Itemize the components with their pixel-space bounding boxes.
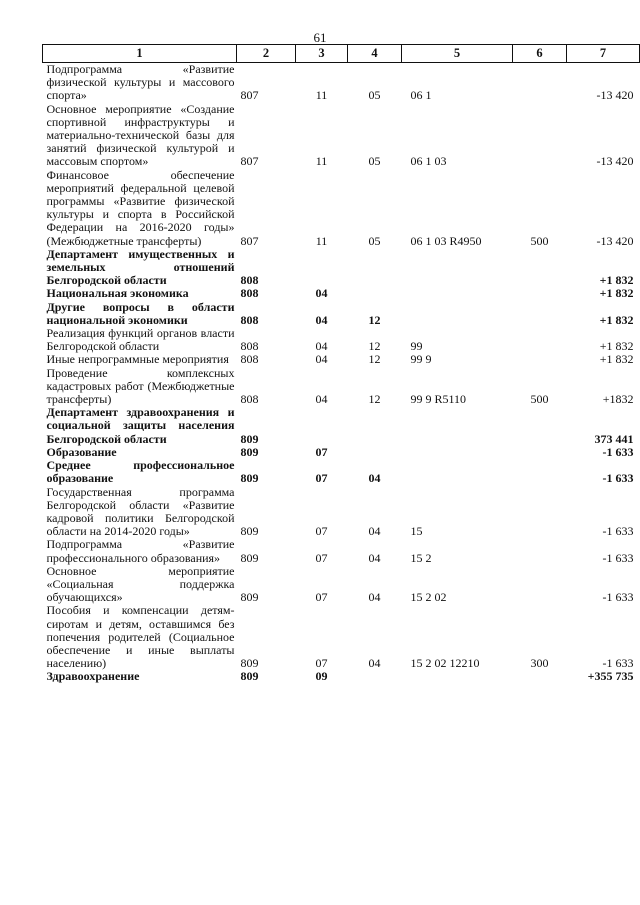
cell-subsection: 12 [368,312,381,327]
cell-sum: -1 633 [602,524,634,539]
cell-code: 808 [240,286,259,301]
cell-expense-type [513,538,567,564]
cell-subsection [348,287,402,300]
cell-name: Проведение комплексных кадастровых работ (Межбюджетные трансферты) [46,365,235,407]
cell-sum: +1 832 [599,352,634,367]
cell-target-article: 99 9 R5110 [410,392,467,407]
table-row [43,248,640,288]
cell-section: 07 [315,471,328,486]
cell-expense-type [513,446,567,459]
cell-sum: -1 633 [602,590,634,605]
cell-target-article: 15 2 02 [410,590,447,605]
cell-sum: +1 832 [599,339,634,354]
cell-sum: -1 633 [602,656,634,671]
cell-expense-type: 500 [530,392,549,407]
cell-code: 807 [240,233,259,248]
cell-name: Среднее профессиональное образование [46,458,235,486]
cell-expense-type: 300 [530,656,549,671]
cell-section: 11 [315,233,328,248]
cell-expense-type [513,287,567,300]
cell-expense-type [513,353,567,366]
cell-expense-type [513,565,567,605]
cell-expense-type [513,301,567,327]
page-number: 61 [313,30,327,45]
table-row [43,103,640,169]
cell-section: 04 [315,286,328,301]
cell-expense-type [513,63,567,103]
cell-subsection: 04 [368,471,381,486]
table-row [43,353,640,366]
cell-target-article [402,287,513,300]
cell-sum: +1 832 [599,273,634,288]
table-row [43,459,640,485]
budget-table [42,44,640,684]
cell-sum: -13 420 [596,233,634,248]
cell-expense-type [513,103,567,169]
table-row [43,565,640,605]
cell-subsection [348,446,402,459]
cell-subsection: 12 [368,392,381,407]
cell-expense-type [513,406,567,446]
cell-name: Государственная программа Белгородской области «Развитие кадровой политики Белгородской области на 2014-2020 годы» [46,484,235,539]
cell-sum: -1 633 [602,471,634,486]
table-row [43,486,640,539]
header-col-1: 1 [43,45,237,63]
cell-target-article [402,301,513,327]
header-col-2: 2 [237,45,296,63]
cell-subsection: 05 [368,88,381,103]
table-row [43,169,640,248]
cell-sum: +1 832 [599,286,634,301]
cell-target-article: 06 1 03 R4950 [410,233,482,248]
cell-target-article: 99 [410,339,423,354]
cell-section: 09 [315,669,328,684]
table-row [43,604,640,670]
cell-expense-type [513,327,567,353]
cell-expense-type [513,670,567,683]
cell-section: 07 [315,444,328,459]
cell-subsection: 05 [368,154,381,169]
cell-section: 07 [315,656,328,671]
cell-expense-type: 500 [530,233,549,248]
cell-section: 04 [315,312,328,327]
table-row [43,63,640,103]
cell-name: Иные непрограммные мероприятия [46,352,229,367]
cell-expense-type [513,248,567,288]
cell-target-article: 06 1 03 [410,154,447,169]
cell-name: Финансовое обеспечение мероприятий федеральной целевой программы «Развитие физической культуры и спорта в Российской Федерации на 2016-2020 годы» (Межбюджетные трансферты) [46,167,235,248]
cell-code: 809 [240,590,259,605]
cell-name: Национальная экономика [46,286,189,301]
table-row [43,406,640,446]
cell-target-article [402,406,513,446]
cell-name: Подпрограмма «Развитие физической культуры и массового спорта» [46,62,235,103]
cell-sum: +1832 [602,392,634,407]
cell-target-article [402,459,513,485]
table-row [43,327,640,353]
header-col-5: 5 [402,45,513,63]
cell-target-article: 99 9 [410,352,432,367]
cell-code: 808 [240,312,259,327]
cell-sum: -1 633 [602,444,634,459]
table-body [43,63,640,684]
cell-sum: -1 633 [602,550,634,565]
cell-subsection: 04 [368,656,381,671]
table-row [43,287,640,300]
cell-section [296,248,348,288]
header-col-4: 4 [348,45,402,63]
cell-target-article: 15 [410,524,423,539]
cell-code: 809 [240,656,259,671]
cell-code: 809 [240,471,259,486]
table-row [43,367,640,407]
table-row [43,301,640,327]
cell-expense-type [513,486,567,539]
cell-code: 808 [240,339,259,354]
cell-section: 11 [315,88,328,103]
cell-section: 11 [315,154,328,169]
cell-section: 07 [315,524,328,539]
cell-name: Здравоохранение [46,669,140,684]
cell-code: 807 [240,154,259,169]
table-row [43,670,640,683]
cell-section: 07 [315,590,328,605]
cell-code: 809 [240,431,259,446]
cell-sum: -13 420 [596,154,634,169]
cell-section: 04 [315,339,328,354]
cell-sum: -13 420 [596,88,634,103]
cell-name: Департамент имущественных и земельных отношений Белгородской области [46,246,235,288]
cell-code: 809 [240,444,259,459]
table-row [43,538,640,564]
cell-name: Другие вопросы в области национальной экономики [46,299,235,327]
cell-subsection [348,248,402,288]
cell-section: 04 [315,352,328,367]
cell-subsection [348,406,402,446]
cell-subsection: 05 [368,233,381,248]
header-col-6: 6 [513,45,567,63]
cell-target-article [402,248,513,288]
cell-name: Реализация функций органов власти Белгородской области [46,326,235,354]
cell-code: 808 [240,352,259,367]
cell-subsection: 12 [368,352,381,367]
cell-target-article [402,670,513,683]
cell-target-article: 15 2 02 12210 [410,656,480,671]
cell-subsection [348,670,402,683]
cell-section [296,406,348,446]
cell-section: 07 [315,550,328,565]
cell-target-article [402,446,513,459]
cell-name: Подпрограмма «Развитие профессионального образования» [46,537,235,565]
header-col-3: 3 [296,45,348,63]
cell-name: Образование [46,444,117,459]
cell-subsection: 04 [368,590,381,605]
cell-subsection: 04 [368,550,381,565]
cell-name: Основное мероприятие «Социальная поддержка обучающихся» [46,563,235,605]
cell-expense-type [513,459,567,485]
cell-target-article: 15 2 [410,550,432,565]
table-header-row [43,45,640,63]
cell-code: 808 [240,273,259,288]
cell-section: 04 [315,392,328,407]
cell-sum: +355 735 [587,669,634,684]
cell-code: 809 [240,550,259,565]
cell-code: 808 [240,392,259,407]
cell-name: Пособия и компенсации детям-сиротам и детям, оставшимся без попечения родителей (Социальное обеспечение и иные выплаты населению) [46,603,235,671]
cell-sum: 373 441 [594,431,634,446]
cell-name: Основное мероприятие «Создание спортивной инфраструктуры и материально-технической базы для занятий физической культурой и массовым спортом» [46,101,235,169]
cell-code: 807 [240,88,259,103]
cell-code: 809 [240,524,259,539]
cell-subsection: 12 [368,339,381,354]
cell-name: Департамент здравоохранения и социальной защиты населения Белгородской области [46,405,235,446]
cell-code: 809 [240,669,259,684]
cell-target-article: 06 1 [410,88,432,103]
cell-subsection: 04 [368,524,381,539]
header-col-7: 7 [567,45,640,63]
cell-sum: +1 832 [599,312,634,327]
